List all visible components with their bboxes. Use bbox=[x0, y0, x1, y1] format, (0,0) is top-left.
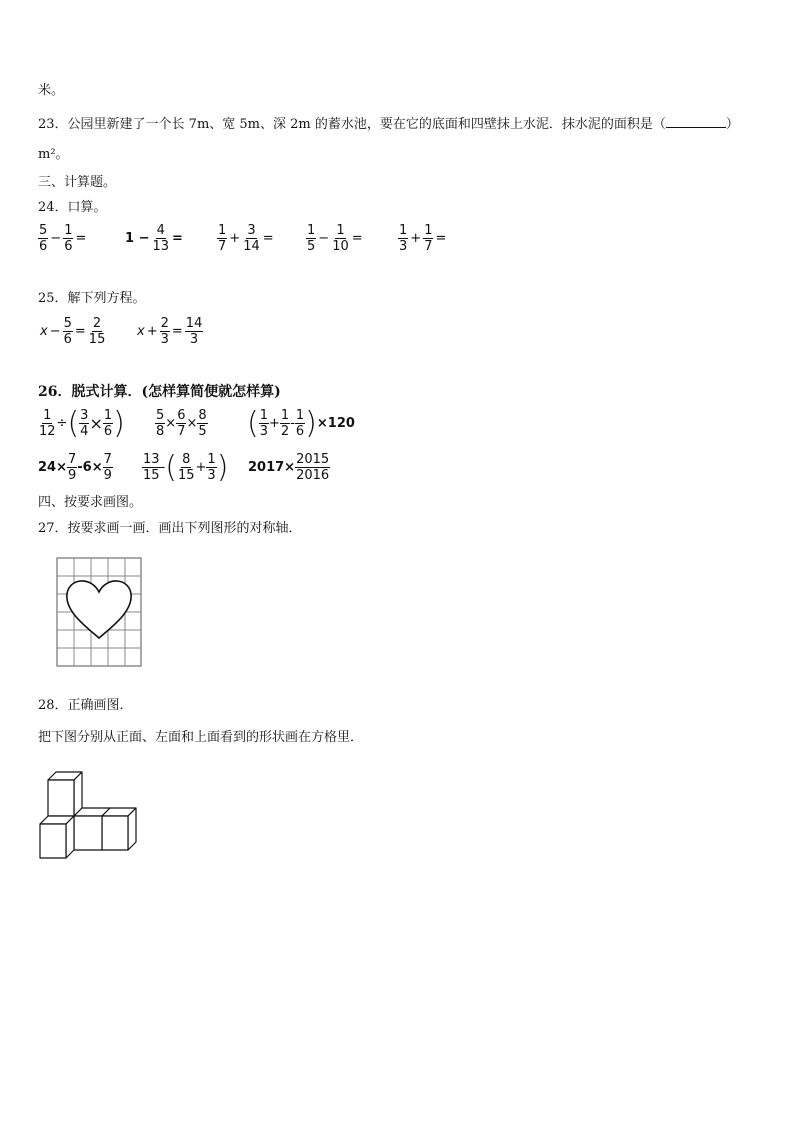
fraction: $\frac{1}{2}$ bbox=[280, 408, 290, 439]
fraction: $\frac{14}{3}$ bbox=[185, 316, 203, 347]
section-4-heading: 四、按要求画图。 bbox=[38, 495, 143, 510]
expression-1: $\frac{1}{12}$ ÷ ( $\frac{3}{4}$ × $\frac{1}{6}$ ) bbox=[39, 405, 125, 441]
fraction: $\frac{1}{6}$ bbox=[103, 408, 113, 439]
previous-answer-unit: 米。 bbox=[38, 83, 65, 98]
fraction: $\frac{1}{6}$ bbox=[295, 408, 305, 439]
cubes-figure bbox=[38, 766, 138, 862]
question-23-unit: m²。 bbox=[38, 147, 69, 162]
heart-grid-figure bbox=[55, 556, 143, 668]
question-28-instruction: 把下图分别从正面、左面和上面看到的形状画在方格里． bbox=[38, 730, 364, 745]
oral-calc-2: 1 − $\frac{4}{13}$ = bbox=[125, 223, 183, 254]
fraction: $\frac{2}{3}$ bbox=[160, 316, 169, 347]
fraction: $\frac{5}{6}$ bbox=[39, 223, 48, 254]
fraction: $\frac{3}{14}$ bbox=[243, 223, 260, 254]
oral-calc-4: $\frac{1}{5}$ − $\frac{1}{10}$ = bbox=[307, 223, 363, 254]
fraction: $\frac{8}{5}$ bbox=[198, 408, 207, 439]
equation-1: x − $\frac{5}{6}$ = $\frac{2}{15}$ bbox=[40, 316, 106, 347]
fraction: $\frac{1}{3}$ bbox=[399, 223, 408, 254]
fraction: $\frac{1}{7}$ bbox=[218, 223, 227, 254]
question-23-text: 23．公园里新建了一个长 7m、宽 5m、深 2m 的蓄水池，要在它的底面和四壁抹上水泥．抹水泥的面积是（ bbox=[38, 117, 666, 132]
fraction: $\frac{7}{9}$ bbox=[67, 452, 77, 483]
fraction: $\frac{1}{10}$ bbox=[332, 223, 349, 254]
question-24-label: 24．口算。 bbox=[38, 200, 107, 215]
expression-3: ( $\frac{1}{3}$ + $\frac{1}{2}$ - $\frac{1}{6}$ ) ×120 bbox=[247, 405, 355, 441]
fraction: $\frac{3}{4}$ bbox=[80, 408, 89, 439]
fraction: $\frac{1}{7}$ bbox=[424, 223, 433, 254]
question-27-label: 27．按要求画一画．画出下列图形的对称轴． bbox=[38, 521, 302, 536]
fraction: $\frac{1}{3}$ bbox=[259, 408, 268, 439]
question-23-close: ） bbox=[725, 117, 739, 132]
fraction: $\frac{7}{9}$ bbox=[103, 452, 112, 483]
fraction: $\frac{1}{3}$ bbox=[207, 452, 216, 483]
fraction: $\frac{8}{15}$ bbox=[177, 452, 195, 483]
heart-shape bbox=[67, 581, 131, 638]
fraction: $\frac{6}{7}$ bbox=[177, 408, 186, 439]
question-23 bbox=[38, 115, 739, 134]
expression-4: 24× $\frac{7}{9}$ -6× $\frac{7}{9}$ bbox=[38, 452, 112, 483]
question-25-label: 25．解下列方程。 bbox=[38, 291, 146, 306]
question-26-label: 26．脱式计算．(怎样算简便就怎样算) bbox=[38, 384, 281, 400]
section-3-heading: 三、计算题。 bbox=[38, 175, 117, 190]
fraction: $\frac{4}{13}$ bbox=[152, 223, 170, 254]
expression-5: $\frac{13}{15}$ - ( $\frac{8}{15}$ + $\frac{1}{3}$ ) bbox=[143, 449, 229, 485]
oral-calc-3: $\frac{1}{7}$ + $\frac{3}{14}$ = bbox=[218, 223, 274, 254]
fraction: $\frac{13}{15}$ bbox=[143, 452, 160, 483]
fraction: $\frac{2}{15}$ bbox=[88, 316, 106, 347]
fraction: $\frac{2015}{2016}$ bbox=[296, 452, 330, 483]
question-28-label: 28．正确画图． bbox=[38, 698, 133, 713]
fraction: $\frac{5}{8}$ bbox=[156, 408, 165, 439]
fraction: $\frac{1}{6}$ bbox=[64, 223, 73, 254]
expression-2: $\frac{5}{8}$ × $\frac{6}{7}$ × $\frac{8}{5}$ bbox=[156, 408, 207, 439]
oral-calc-1: $\frac{5}{6}$ − $\frac{1}{6}$ = bbox=[39, 223, 87, 254]
fraction: $\frac{5}{6}$ bbox=[63, 316, 72, 347]
answer-blank[interactable] bbox=[666, 115, 726, 128]
equation-2: x + $\frac{2}{3}$ = $\frac{14}{3}$ bbox=[137, 316, 203, 347]
fraction: $\frac{1}{5}$ bbox=[307, 223, 316, 254]
fraction: $\frac{1}{12}$ bbox=[39, 408, 56, 439]
expression-6: 2017× $\frac{2015}{2016}$ bbox=[248, 452, 330, 483]
oral-calc-5: $\frac{1}{3}$ + $\frac{1}{7}$ = bbox=[399, 223, 447, 254]
